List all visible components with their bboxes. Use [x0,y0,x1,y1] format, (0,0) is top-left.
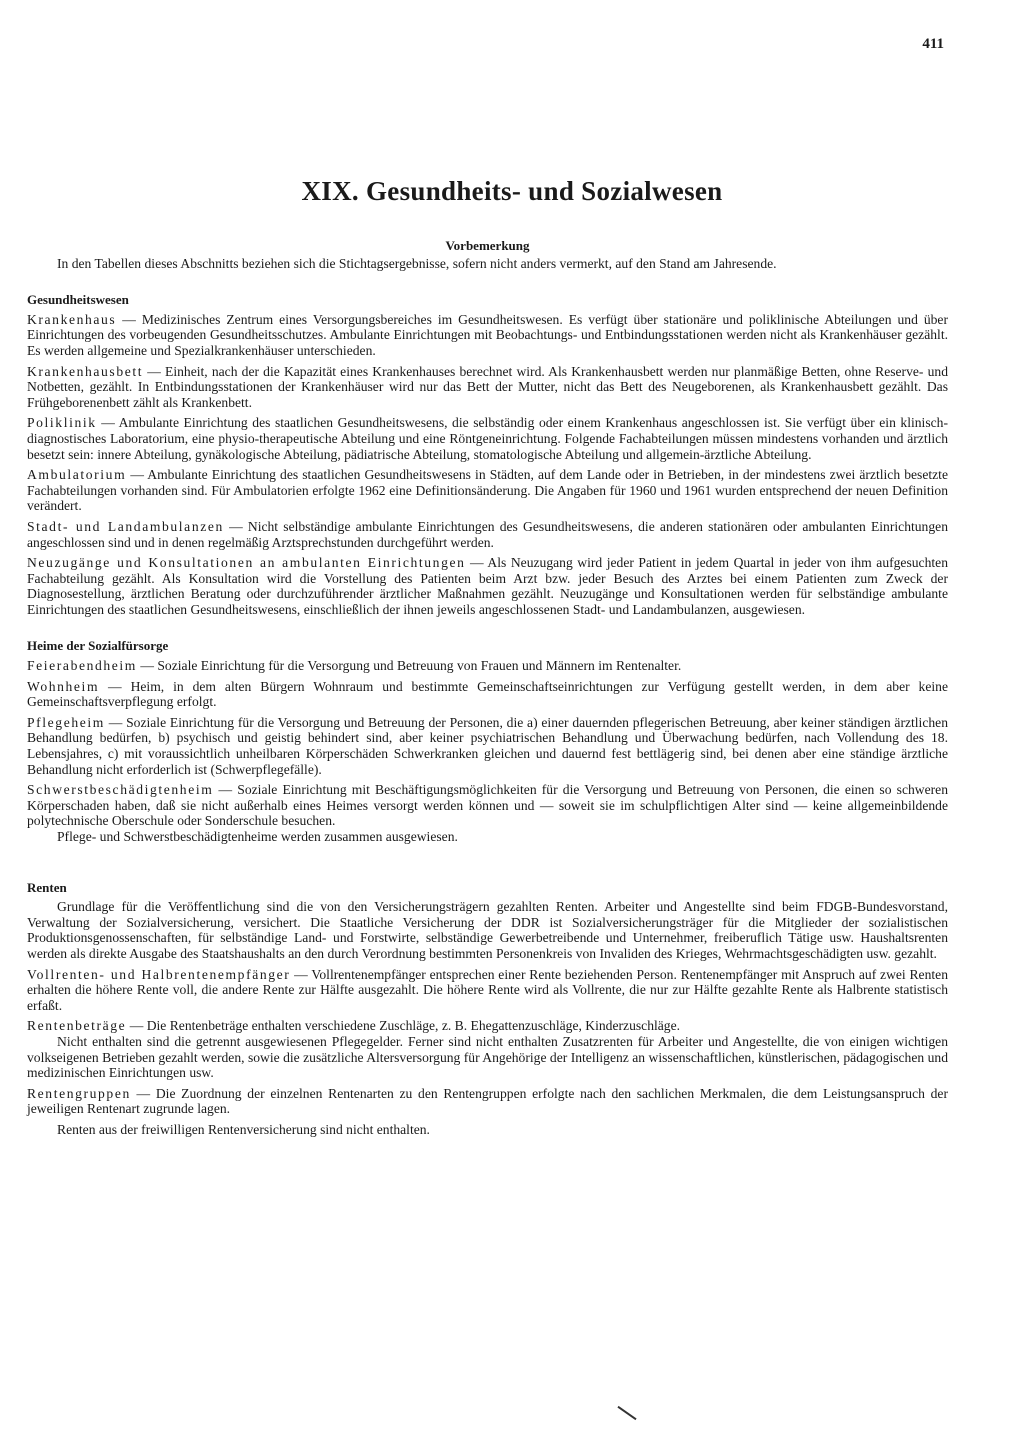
definition-stadt-landambulanzen [27,519,948,550]
definition-text: — Ambulante Einrichtung des staatlichen Gesundheitswesens in Städten, auf dem Lande oder in Betrieben, in der mindestens zwei ärztlich besetzte Fachabteilungen vorhanden sind. Für Ambulatorien erfolgte 1962 eine Definitionsänderung. Die Angaben für 1960 und 1961 wurden entsprechend der neuen Definition verändert. [27,467,948,514]
definition-text: — Nicht selbständige ambulante Einrichtungen des Gesundheitswesens, die anderen stationären oder ambulanten Einrichtungen angeschlossen sind und in denen regelmäßig Arztsprechstunden durchgeführt werden. [27,518,948,550]
term-krankenhausbett: Krankenhausbett [27,363,144,379]
section-heading-heime: Heime der Sozialfürsorge [27,638,169,654]
term-krankenhaus: Krankenhaus [27,311,117,327]
renten-footnote: Renten aus der freiwilligen Rentenversicherung sind nicht enthalten. [57,1121,430,1137]
term-poliklinik: Poliklinik [27,415,97,431]
definition-text: — Soziale Einrichtung für die Versorgung und Betreuung der Personen, die a) einer dauernden pflegerischen Betreuung, aber keiner ständigen ärztlichen Behandlung bedürfen, b) psychisch und geistig behindert sind, aber keiner psychiatrischen Behandlung und Überwachung bedürfen, nach Vollendung des 18. Lebensjahres, c) mit voraussichtlich unheilbaren Körperschäden Schwerkranken gleichen und dauernd fest bettlägerig sind, bei denen aber eine ständige ärztliche Behandlung nicht erforderlich ist (Schwerpflegefälle). [27,714,948,777]
definition-krankenhausbett [27,364,948,411]
definition-text: — Soziale Einrichtung mit Beschäftigungsmöglichkeiten für die Versorgung und Betreuung von Personen, die einen so schweren Körperschaden haben, daß sie nicht außerhalb eines Heimes versorgt werden können und — soweit sie im schulpflichtigen Alter sind — keine allgemeinbildende polytechnische Oberschule oder Sonderschule besuchen. [27,782,948,829]
definition-text: — Die Zuordnung der einzelnen Rentenarten zu den Rentengruppen erfolgte nach den sachlichen Merkmalen, die dem Leistungsanspruch der jeweiligen Rentenart zugrunde lagen. [27,1085,948,1117]
definition-text: — Die Rentenbeträge enthalten verschiedene Zuschläge, z. B. Ehegattenzuschläge, Kinderzuschläge. [126,1018,681,1034]
scan-mark [617,1406,636,1420]
term-pflegeheim: Pflegeheim [27,714,105,730]
definition-neuzugaenge [27,555,948,617]
definition-text: — Medizinisches Zentrum eines Versorgungsbereiches im Gesundheitswesen. Es verfügt über stationäre und poliklinische Abteilungen und über Einrichtungen des vorbeugenden Gesundheitsschutzes. Ambulante Einrichtungen mit Beobachtungs- und Entbindungsstationen werden nicht als Krankenhäuser gezählt. Es werden allgemeine und Spezialkrankenhäuser unterschieden. [27,311,948,358]
definition-text: — Vollrentenempfänger entsprechen einer Rente beziehenden Person. Rentenempfänger mit Anspruch auf zwei Renten erhalten die höhere Rente voll, die andere Rente zur Hälfte ausgezahlt. Die höhere Rente wird als Vollrente, die nur zur Hälfte gezahlte Rente als Halbrente statistisch erfaßt. [27,966,948,1013]
term-ambulatorium: Ambulatorium [27,467,127,483]
rentenbetraege-note: Nicht enthalten sind die getrennt ausgewiesenen Pflegegelder. Ferner sind nicht enthalten Zusatzrenten für Arbeiter und Angestellte, die von einigen wichtigen volkseigenen Betrieben gezahlt werden, sowie die zusätzliche Altersversorgung für Angehörige der Intelligenz an wissenschaftlichen, künstlerischen, pädagogischen und medizinischen Einrichtungen usw. [27,1033,948,1081]
definition-text: — Ambulante Einrichtung des staatlichen Gesundheitswesens, die selbständig oder einem Krankenhaus angeschlossen ist. Sie verfügt über ein klinisch-diagnostisches Laboratorium, eine physio-therapeutische Abteilung und eine Röntgeneinrichtung. Folgende Fachabteilungen müssen mindestens vorhanden und ärztlich besetzt sein: innere Abteilung, gynäkologische Abteilung, pädiatrische Abteilung, stomatologische Abteilung und allgemein-ärztliche Abteilung. [27,415,948,462]
vorbemerkung-heading: Vorbemerkung [445,238,530,253]
definition-text: — Soziale Einrichtung für die Versorgung und Betreuung von Frauen und Männern im Rentenalter. [136,658,682,674]
term-feierabendheim: Feierabendheim [27,658,137,674]
definition-vollrenten [27,967,948,1014]
term-neuzugaenge: Neuzugänge und Konsultationen an ambulanten Einrichtungen [27,555,466,571]
term-stadt-landambulanzen: Stadt- und Landambulanzen [27,518,224,534]
definition-poliklinik [27,415,948,462]
page-content [27,238,948,1143]
heime-note: Pflege- und Schwerstbeschädigtenheime werden zusammen ausgewiesen. [57,829,458,844]
page-number: 411 [922,36,944,52]
renten-intro: Grundlage für die Veröffentlichung sind die von den Versicherungsträgern gezahlten Renten. Arbeiter und Angestellte sind beim FDGB-Bundesvorstand, Verwaltung der Sozialversicherung, versichert. Die Staatliche Versicherung der DDR ist Sozialversicherungsträger für die Mitglieder der sozialistischen Produktionsgenossenschaften, für selbständige Land- und Forstwirte, selbständige Gewerbetreibende und Unternehmer, freiberuflich Tätige usw. Haushaltsrenten werden als direkte Ausgabe des Staatshaushalts an den durch Verordnung bestimmten Personenkreis von Invaliden des Krieges, Wehrmachtsgeschädigten usw. gezahlt. [27,899,948,961]
term-schwerstbeschaedigtenheim: Schwerstbeschädigtenheim [27,782,214,798]
definition-rentengruppen [27,1086,948,1117]
vorbemerkung-text: In den Tabellen dieses Abschnitts beziehen sich die Stichtagsergebnisse, sofern nicht anders vermerkt, auf den Stand am Jahresende. [57,255,777,271]
definition-krankenhaus [27,312,948,359]
term-rentenbetraege: Rentenbeträge [27,1018,127,1034]
term-rentengruppen: Rentengruppen [27,1085,131,1101]
definition-rentenbetraege [27,1018,948,1034]
chapter-title: XIX. Gesundheits- und Sozialwesen [301,176,723,206]
term-vollrenten: Vollrenten- und Halbrentenempfänger [27,966,291,982]
definition-text: — Einheit, nach der die Kapazität eines Krankenhauses berechnet wird. Als Krankenhausbett werden nur planmäßige Betten, ohne Reserve- und Notbetten, gezählt. In Entbindungsstationen der Krankenhäuser wird nur das Bett der Mutter, nicht das Bett des Neugeborenen, als Krankenhausbett gezählt. Das Frühgeborenenbett zählt als Krankenbett. [27,363,948,410]
definition-text: — Als Neuzugang wird jeder Patient in jedem Quartal in jeder von ihm aufgesuchten Fachabteilung gezählt. Als Konsultation wird die Vorstellung des Patienten beim Arzt bzw. jeder Besuch des Arztes bei einem Patienten zum Zweck der Diagnosestellung, ärztlichen Beratung oder durchzuführender ärztlicher Maßnahmen gezählt. Neuzugänge und Konsultationen werden für selbständige ambulante Einrichtungen des staatlichen Gesundheitswesens, einschließlich der ihnen jeweils angeschlossenen Stadt- und Landambulanzen, ausgewiesen. [27,555,948,617]
section-heading-renten: Renten [27,879,67,895]
definition-text: — Heim, in dem alten Bürgern Wohnraum und bestimmte Gemeinschaftseinrichtungen zur Verfügung gestellt werden, in dem aber keine Gemeinschaftsverpflegung erfolgt. [27,678,948,710]
term-wohnheim: Wohnheim [27,678,100,694]
definition-ambulatorium [27,467,948,514]
definition-feierabendheim [27,658,948,674]
section-heading-gesundheitswesen: Gesundheitswesen [27,292,129,308]
definition-wohnheim [27,679,948,710]
definition-pflegeheim [27,715,948,777]
definition-schwerstbeschaedigtenheim [27,782,948,829]
